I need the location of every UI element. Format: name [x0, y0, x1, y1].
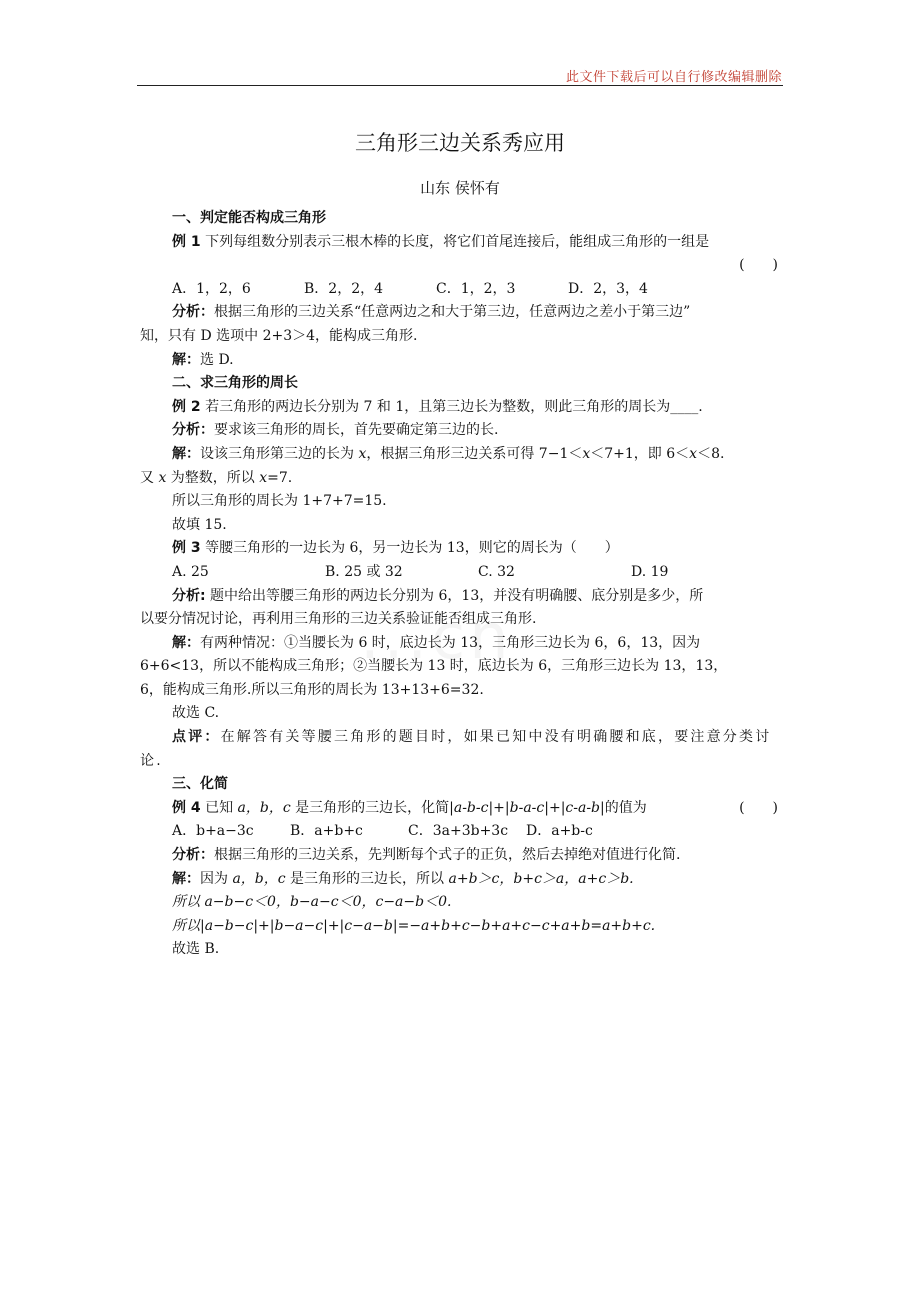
example-text: 已知: [200, 799, 238, 816]
analysis-label: 分析：: [172, 847, 214, 864]
solution-3-cont: 6+6<13，所以不能构成三角形；②当腰长为 13 时，底边长为 6，三角形三边长为 13，13，: [140, 658, 728, 675]
solution-text: ＜7+1，即 6＜: [590, 445, 690, 462]
example-text: 若三角形的两边长分别为 7 和 1，且第三边长为整数，则此三角形的周长为____.: [200, 398, 703, 415]
option-d: D．a+b-c: [526, 823, 593, 840]
option-a: A．b+a−3c: [172, 823, 254, 840]
header-note: 此文件下载后可以自行修改编辑删除: [565, 70, 782, 85]
section-heading-3: 三、化简: [172, 776, 228, 793]
analysis-4: [140, 844, 784, 868]
example-text: 是三角形的三边长，化简: [290, 799, 450, 816]
solution-text: =7.: [267, 469, 293, 486]
answer-line: 故选 C.: [172, 705, 220, 722]
var-x: x: [582, 445, 591, 462]
variables: a，b，c: [232, 870, 286, 887]
example-text: 的值为: [604, 799, 647, 816]
solution-text: 有两种情况：①当腰长为 6 时，底边长为 13，三角形三边长为 6，6，13，因为: [200, 634, 701, 651]
example-3: [140, 537, 784, 561]
variables: a，b，c: [237, 799, 291, 816]
analysis-label: 分析：: [172, 304, 214, 321]
var-x: x: [158, 469, 167, 486]
example-label: 例 4: [172, 799, 201, 816]
solution-text: 又: [140, 469, 159, 486]
option-d: D．2，3，4: [568, 280, 648, 297]
option-c: C. 32: [478, 563, 515, 580]
solution-2: [140, 443, 784, 467]
option-c: C．1，2，3: [436, 280, 516, 297]
analysis-text: 题中给出等腰三角形的两边长分别为 6，13，并没有明确腰、底分别是多少，所: [205, 587, 704, 604]
analysis-3-cont: 以要分情况讨论，再利用三角形的三边关系验证能否组成三角形.: [140, 611, 537, 628]
document-body: [140, 207, 784, 962]
perimeter-line: 所以三角形的周长为 1+7+7=15.: [172, 493, 387, 510]
analysis-1: [140, 301, 784, 325]
solution-text: 设该三角形第三边的长为: [200, 445, 359, 462]
analysis-1-cont: 知，只有 D 选项中 2+3＞4，能构成三角形.: [140, 327, 418, 344]
example-2: [140, 396, 784, 420]
solution-text: ＜8.: [697, 445, 725, 462]
document-author: 山东 侯怀有: [420, 179, 500, 197]
answer-line: 故填 15.: [172, 516, 227, 533]
var-x: x: [689, 445, 698, 462]
option-b: B．a+b+c: [290, 823, 363, 840]
options-row-3: [140, 561, 784, 585]
solution-label: 解：: [172, 445, 200, 462]
option-c: C．3a+3b+3c: [408, 823, 509, 840]
options-row-1: [140, 278, 784, 302]
expression: |a-b-c|+|b-a-c|+|c-a-b|: [449, 799, 605, 816]
solution-label: 解：: [172, 634, 200, 651]
options-row-4: [140, 820, 784, 844]
option-a: A. 25: [172, 563, 209, 580]
section-heading-2: 二、求三角形的周长: [172, 375, 298, 392]
solution-text: 选 D.: [200, 351, 234, 368]
comment-label: 点评：: [172, 729, 221, 746]
example-label: 例 2: [172, 398, 201, 415]
option-b: B. 25 或 32: [325, 563, 403, 580]
analysis-text: 要求该三角形的周长，首先要确定第三边的长.: [214, 422, 499, 439]
comment-text: 在解答有关等腰三角形的题目时，如果已知中没有明确腰和底，要注意分类讨: [220, 729, 772, 746]
solution-label: 解：: [172, 870, 200, 887]
var-x: x: [358, 445, 367, 462]
example-1: [140, 231, 784, 255]
example-text: 下列每组数分别表示三根木棒的长度，将它们首尾连接后，能组成三角形的一组是: [200, 233, 710, 250]
header-rule: [137, 85, 783, 86]
solution-text: 是三角形的三边长，所以: [285, 870, 449, 887]
solution-4: [140, 868, 784, 892]
solution-1: [140, 349, 784, 373]
solution-3-cont2: 6，能构成三角形.所以三角形的周长为 13+13+6=32.: [140, 681, 484, 698]
example-label: 例 3: [172, 540, 201, 557]
analysis-label: 分析:: [172, 587, 206, 604]
analysis-3: [140, 585, 784, 609]
solution-text: ，根据三角形三边关系可得 7−1＜: [366, 445, 583, 462]
option-b: B．2，2，4: [304, 280, 384, 297]
example-label: 例 1: [172, 233, 201, 250]
comment: [140, 726, 784, 750]
example-4: [140, 797, 784, 821]
solution-label: 解：: [172, 351, 200, 368]
solution-2-cont: [140, 467, 784, 491]
analysis-text: 根据三角形的三边关系“任意两边之和大于第三边，任意两边之差小于第三边”: [214, 304, 691, 321]
var-x: x: [259, 469, 268, 486]
example-text: 等腰三角形的一边长为 6，另一边长为 13，则它的周长为（ ）: [200, 540, 619, 557]
option-d: D. 19: [631, 563, 669, 580]
analysis-2: [140, 419, 784, 443]
simplify-line: 所以|a−b−c|+|b−a−c|+|c−a−b|=−a+b+c−b+a+c−c+a+b=a+b+c.: [172, 917, 656, 934]
answer-paren: ( ): [739, 799, 778, 816]
analysis-label: 分析：: [172, 422, 214, 439]
answer-paren: ( ): [739, 257, 778, 274]
option-a: A．1，2，6: [172, 280, 251, 297]
section-heading-1: 一、判定能否构成三角形: [172, 210, 326, 226]
solution-text: 因为: [200, 870, 233, 887]
comment-cont: 论.: [140, 752, 163, 769]
solution-text: 为整数，所以: [166, 469, 260, 486]
analysis-text: 根据三角形的三边关系，先判断每个式子的正负，然后去掉绝对值进行化简.: [214, 847, 681, 864]
sign-line: 所以 a−b−c＜0，b−a−c＜0，c−a−b＜0.: [172, 894, 452, 911]
answer-line: 故选 B.: [172, 941, 220, 958]
document-title: 三角形三边关系秀应用: [355, 131, 565, 155]
inequalities: a+b＞c，b+c＞a，a+c＞b.: [448, 870, 634, 887]
solution-3: [140, 632, 784, 656]
